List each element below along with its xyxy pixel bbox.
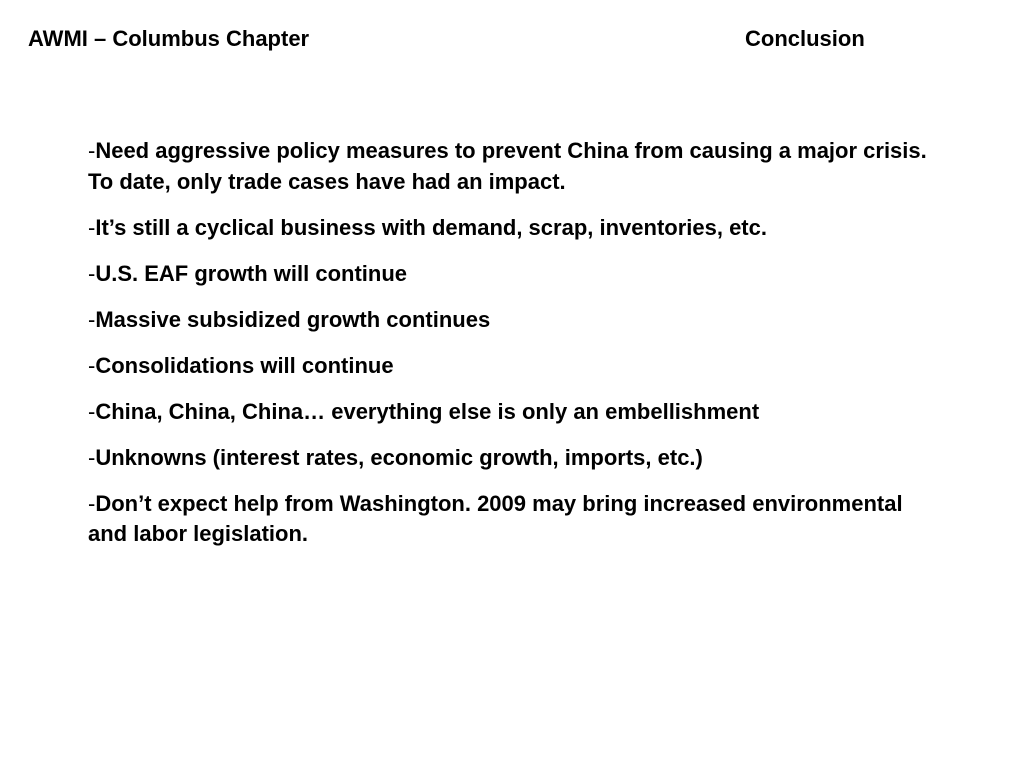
bullet-dash: - — [88, 352, 96, 378]
bullet-dash: - — [88, 138, 96, 163]
bullet-item-china — [88, 397, 928, 428]
chapter-title: AWMI – Columbus Chapter — [28, 26, 310, 51]
bullet-item-washington — [88, 489, 928, 550]
bullet-item-cyclical — [88, 213, 928, 244]
bullet-item-unknowns — [88, 443, 928, 474]
bullet-dash: - — [88, 444, 96, 470]
bullet-text: U.S. EAF growth will continue — [95, 260, 407, 286]
bullet-text: Consolidations will continue — [95, 352, 394, 378]
bullet-text: Don’t expect help from Washington. 2009 may bring increased environmental and labor legislation. — [88, 490, 903, 546]
bullet-text: China, China, China… everything else is only an embellishment — [95, 398, 760, 424]
bullet-dash: - — [88, 306, 96, 332]
bullet-dash: - — [88, 260, 96, 286]
bullet-item-subsidized-growth — [88, 305, 928, 336]
bullet-text: Need aggressive policy measures to prevent China from causing a major crisis. To date, only trade cases have had an impact. — [88, 138, 927, 194]
section-title: Conclusion — [745, 26, 865, 51]
bullet-dash: - — [88, 214, 96, 240]
conclusion-bullet-list — [88, 136, 928, 565]
bullet-text: Unknowns (interest rates, economic growth, imports, etc.) — [95, 444, 703, 470]
bullet-dash: - — [88, 490, 96, 516]
bullet-item-consolidations — [88, 351, 928, 382]
bullet-dash: - — [88, 398, 96, 424]
bullet-text: Massive subsidized growth continues — [95, 306, 491, 332]
bullet-item-eaf-growth — [88, 259, 928, 290]
bullet-text: It’s still a cyclical business with demand, scrap, inventories, etc. — [95, 214, 767, 240]
bullet-item-policy — [88, 136, 928, 197]
